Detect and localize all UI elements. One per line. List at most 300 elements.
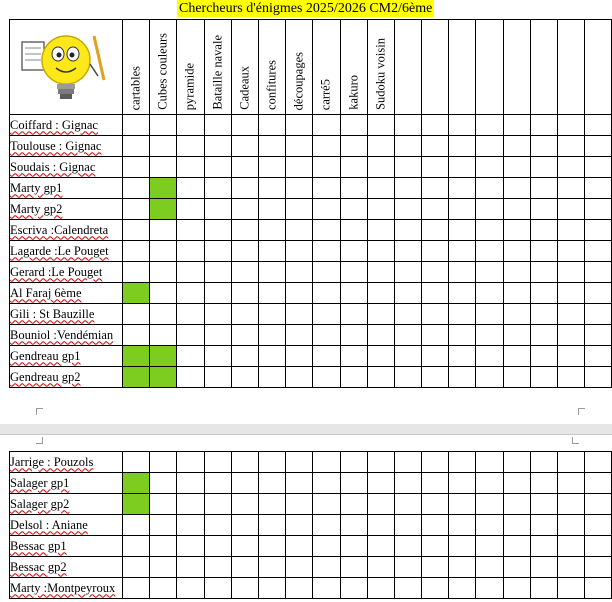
empty-cell[interactable]: [150, 304, 177, 325]
empty-cell[interactable]: [585, 241, 612, 262]
empty-cell[interactable]: [340, 262, 367, 283]
empty-cell[interactable]: [367, 115, 394, 136]
empty-cell[interactable]: [422, 262, 449, 283]
empty-cell[interactable]: [503, 557, 530, 578]
empty-cell[interactable]: [204, 262, 231, 283]
empty-cell[interactable]: [313, 452, 340, 473]
empty-cell[interactable]: [585, 199, 612, 220]
empty-cell[interactable]: [394, 220, 421, 241]
empty-cell[interactable]: [286, 199, 313, 220]
completed-cell[interactable]: [150, 346, 177, 367]
empty-cell[interactable]: [150, 452, 177, 473]
empty-cell[interactable]: [585, 220, 612, 241]
empty-cell[interactable]: [449, 494, 476, 515]
empty-cell[interactable]: [150, 241, 177, 262]
empty-cell[interactable]: [449, 178, 476, 199]
empty-cell[interactable]: [286, 473, 313, 494]
empty-cell[interactable]: [558, 241, 585, 262]
empty-cell[interactable]: [476, 494, 503, 515]
empty-cell[interactable]: [204, 367, 231, 388]
empty-cell[interactable]: [530, 367, 557, 388]
empty-cell[interactable]: [503, 473, 530, 494]
empty-cell[interactable]: [367, 241, 394, 262]
empty-cell[interactable]: [394, 346, 421, 367]
empty-cell[interactable]: [585, 115, 612, 136]
empty-cell[interactable]: [422, 178, 449, 199]
empty-cell[interactable]: [340, 136, 367, 157]
empty-cell[interactable]: [558, 262, 585, 283]
empty-cell[interactable]: [530, 262, 557, 283]
empty-cell[interactable]: [258, 262, 285, 283]
empty-cell[interactable]: [476, 199, 503, 220]
empty-cell[interactable]: [530, 536, 557, 557]
empty-cell[interactable]: [231, 115, 258, 136]
empty-cell[interactable]: [150, 557, 177, 578]
empty-cell[interactable]: [340, 115, 367, 136]
empty-cell[interactable]: [258, 473, 285, 494]
empty-cell[interactable]: [530, 578, 557, 599]
empty-cell[interactable]: [150, 578, 177, 599]
empty-cell[interactable]: [422, 157, 449, 178]
empty-cell[interactable]: [286, 367, 313, 388]
empty-cell[interactable]: [231, 557, 258, 578]
empty-cell[interactable]: [286, 515, 313, 536]
empty-cell[interactable]: [394, 304, 421, 325]
empty-cell[interactable]: [258, 578, 285, 599]
empty-cell[interactable]: [177, 241, 204, 262]
empty-cell[interactable]: [367, 473, 394, 494]
empty-cell[interactable]: [286, 346, 313, 367]
empty-cell[interactable]: [558, 557, 585, 578]
empty-cell[interactable]: [585, 452, 612, 473]
completed-cell[interactable]: [150, 178, 177, 199]
empty-cell[interactable]: [476, 241, 503, 262]
empty-cell[interactable]: [530, 220, 557, 241]
empty-cell[interactable]: [258, 220, 285, 241]
empty-cell[interactable]: [558, 578, 585, 599]
empty-cell[interactable]: [530, 346, 557, 367]
empty-cell[interactable]: [123, 178, 150, 199]
empty-cell[interactable]: [449, 262, 476, 283]
empty-cell[interactable]: [150, 473, 177, 494]
completed-cell[interactable]: [150, 367, 177, 388]
empty-cell[interactable]: [585, 515, 612, 536]
empty-cell[interactable]: [449, 578, 476, 599]
empty-cell[interactable]: [313, 304, 340, 325]
empty-cell[interactable]: [422, 367, 449, 388]
empty-cell[interactable]: [394, 262, 421, 283]
empty-cell[interactable]: [503, 220, 530, 241]
empty-cell[interactable]: [286, 220, 313, 241]
empty-cell[interactable]: [585, 325, 612, 346]
empty-cell[interactable]: [449, 283, 476, 304]
empty-cell[interactable]: [558, 220, 585, 241]
empty-cell[interactable]: [422, 452, 449, 473]
empty-cell[interactable]: [367, 199, 394, 220]
empty-cell[interactable]: [422, 304, 449, 325]
empty-cell[interactable]: [313, 241, 340, 262]
empty-cell[interactable]: [204, 157, 231, 178]
completed-cell[interactable]: [123, 367, 150, 388]
empty-cell[interactable]: [422, 241, 449, 262]
completed-cell[interactable]: [123, 494, 150, 515]
empty-cell[interactable]: [340, 367, 367, 388]
empty-cell[interactable]: [258, 115, 285, 136]
empty-cell[interactable]: [558, 199, 585, 220]
empty-cell[interactable]: [258, 367, 285, 388]
empty-cell[interactable]: [204, 115, 231, 136]
empty-cell[interactable]: [530, 283, 557, 304]
empty-cell[interactable]: [585, 557, 612, 578]
empty-cell[interactable]: [313, 536, 340, 557]
empty-cell[interactable]: [340, 452, 367, 473]
empty-cell[interactable]: [558, 473, 585, 494]
empty-cell[interactable]: [476, 157, 503, 178]
empty-cell[interactable]: [394, 199, 421, 220]
empty-cell[interactable]: [503, 283, 530, 304]
empty-cell[interactable]: [367, 515, 394, 536]
empty-cell[interactable]: [177, 557, 204, 578]
empty-cell[interactable]: [530, 241, 557, 262]
empty-cell[interactable]: [394, 515, 421, 536]
empty-cell[interactable]: [367, 220, 394, 241]
empty-cell[interactable]: [530, 452, 557, 473]
empty-cell[interactable]: [503, 452, 530, 473]
empty-cell[interactable]: [558, 157, 585, 178]
empty-cell[interactable]: [150, 515, 177, 536]
empty-cell[interactable]: [530, 304, 557, 325]
empty-cell[interactable]: [231, 220, 258, 241]
empty-cell[interactable]: [422, 136, 449, 157]
empty-cell[interactable]: [340, 304, 367, 325]
empty-cell[interactable]: [123, 136, 150, 157]
empty-cell[interactable]: [123, 536, 150, 557]
empty-cell[interactable]: [258, 536, 285, 557]
empty-cell[interactable]: [367, 452, 394, 473]
empty-cell[interactable]: [558, 515, 585, 536]
empty-cell[interactable]: [204, 346, 231, 367]
empty-cell[interactable]: [231, 199, 258, 220]
empty-cell[interactable]: [503, 157, 530, 178]
empty-cell[interactable]: [503, 515, 530, 536]
empty-cell[interactable]: [585, 157, 612, 178]
empty-cell[interactable]: [476, 283, 503, 304]
empty-cell[interactable]: [530, 473, 557, 494]
empty-cell[interactable]: [231, 515, 258, 536]
empty-cell[interactable]: [503, 494, 530, 515]
empty-cell[interactable]: [340, 157, 367, 178]
empty-cell[interactable]: [150, 494, 177, 515]
empty-cell[interactable]: [449, 515, 476, 536]
empty-cell[interactable]: [231, 157, 258, 178]
completed-cell[interactable]: [123, 346, 150, 367]
empty-cell[interactable]: [530, 136, 557, 157]
empty-cell[interactable]: [258, 557, 285, 578]
empty-cell[interactable]: [258, 452, 285, 473]
empty-cell[interactable]: [558, 452, 585, 473]
empty-cell[interactable]: [204, 557, 231, 578]
empty-cell[interactable]: [476, 536, 503, 557]
empty-cell[interactable]: [394, 367, 421, 388]
empty-cell[interactable]: [286, 304, 313, 325]
empty-cell[interactable]: [177, 452, 204, 473]
empty-cell[interactable]: [150, 115, 177, 136]
empty-cell[interactable]: [123, 452, 150, 473]
empty-cell[interactable]: [286, 178, 313, 199]
empty-cell[interactable]: [558, 346, 585, 367]
empty-cell[interactable]: [585, 136, 612, 157]
empty-cell[interactable]: [231, 283, 258, 304]
empty-cell[interactable]: [449, 157, 476, 178]
empty-cell[interactable]: [313, 325, 340, 346]
empty-cell[interactable]: [422, 557, 449, 578]
empty-cell[interactable]: [177, 578, 204, 599]
empty-cell[interactable]: [394, 557, 421, 578]
empty-cell[interactable]: [231, 367, 258, 388]
empty-cell[interactable]: [476, 115, 503, 136]
empty-cell[interactable]: [123, 157, 150, 178]
empty-cell[interactable]: [558, 494, 585, 515]
empty-cell[interactable]: [204, 241, 231, 262]
empty-cell[interactable]: [150, 220, 177, 241]
empty-cell[interactable]: [340, 220, 367, 241]
empty-cell[interactable]: [177, 262, 204, 283]
empty-cell[interactable]: [394, 157, 421, 178]
empty-cell[interactable]: [258, 325, 285, 346]
empty-cell[interactable]: [231, 136, 258, 157]
empty-cell[interactable]: [231, 304, 258, 325]
empty-cell[interactable]: [286, 578, 313, 599]
empty-cell[interactable]: [558, 115, 585, 136]
empty-cell[interactable]: [422, 220, 449, 241]
empty-cell[interactable]: [476, 136, 503, 157]
empty-cell[interactable]: [313, 346, 340, 367]
empty-cell[interactable]: [313, 262, 340, 283]
empty-cell[interactable]: [258, 515, 285, 536]
empty-cell[interactable]: [313, 578, 340, 599]
empty-cell[interactable]: [530, 557, 557, 578]
empty-cell[interactable]: [367, 346, 394, 367]
empty-cell[interactable]: [558, 367, 585, 388]
empty-cell[interactable]: [258, 178, 285, 199]
empty-cell[interactable]: [177, 136, 204, 157]
empty-cell[interactable]: [422, 325, 449, 346]
empty-cell[interactable]: [204, 304, 231, 325]
empty-cell[interactable]: [367, 325, 394, 346]
empty-cell[interactable]: [449, 241, 476, 262]
empty-cell[interactable]: [367, 304, 394, 325]
empty-cell[interactable]: [367, 557, 394, 578]
empty-cell[interactable]: [231, 262, 258, 283]
empty-cell[interactable]: [204, 452, 231, 473]
empty-cell[interactable]: [449, 367, 476, 388]
empty-cell[interactable]: [286, 115, 313, 136]
empty-cell[interactable]: [204, 515, 231, 536]
empty-cell[interactable]: [503, 578, 530, 599]
empty-cell[interactable]: [123, 241, 150, 262]
empty-cell[interactable]: [585, 473, 612, 494]
empty-cell[interactable]: [150, 283, 177, 304]
empty-cell[interactable]: [286, 557, 313, 578]
empty-cell[interactable]: [476, 452, 503, 473]
empty-cell[interactable]: [585, 494, 612, 515]
empty-cell[interactable]: [449, 557, 476, 578]
empty-cell[interactable]: [503, 115, 530, 136]
empty-cell[interactable]: [367, 262, 394, 283]
empty-cell[interactable]: [503, 325, 530, 346]
empty-cell[interactable]: [422, 536, 449, 557]
empty-cell[interactable]: [422, 346, 449, 367]
empty-cell[interactable]: [449, 304, 476, 325]
empty-cell[interactable]: [286, 157, 313, 178]
empty-cell[interactable]: [476, 515, 503, 536]
empty-cell[interactable]: [258, 136, 285, 157]
empty-cell[interactable]: [313, 283, 340, 304]
empty-cell[interactable]: [503, 346, 530, 367]
empty-cell[interactable]: [150, 262, 177, 283]
empty-cell[interactable]: [585, 178, 612, 199]
empty-cell[interactable]: [476, 178, 503, 199]
empty-cell[interactable]: [394, 115, 421, 136]
empty-cell[interactable]: [177, 473, 204, 494]
empty-cell[interactable]: [530, 157, 557, 178]
empty-cell[interactable]: [394, 473, 421, 494]
empty-cell[interactable]: [340, 283, 367, 304]
empty-cell[interactable]: [585, 536, 612, 557]
empty-cell[interactable]: [258, 494, 285, 515]
empty-cell[interactable]: [367, 494, 394, 515]
empty-cell[interactable]: [394, 178, 421, 199]
empty-cell[interactable]: [204, 178, 231, 199]
empty-cell[interactable]: [231, 494, 258, 515]
empty-cell[interactable]: [340, 494, 367, 515]
empty-cell[interactable]: [476, 346, 503, 367]
empty-cell[interactable]: [449, 536, 476, 557]
empty-cell[interactable]: [231, 325, 258, 346]
completed-cell[interactable]: [150, 199, 177, 220]
empty-cell[interactable]: [367, 578, 394, 599]
empty-cell[interactable]: [394, 494, 421, 515]
empty-cell[interactable]: [204, 578, 231, 599]
empty-cell[interactable]: [258, 346, 285, 367]
empty-cell[interactable]: [258, 157, 285, 178]
empty-cell[interactable]: [340, 557, 367, 578]
empty-cell[interactable]: [340, 199, 367, 220]
empty-cell[interactable]: [394, 578, 421, 599]
empty-cell[interactable]: [394, 536, 421, 557]
empty-cell[interactable]: [530, 515, 557, 536]
empty-cell[interactable]: [231, 241, 258, 262]
empty-cell[interactable]: [449, 220, 476, 241]
empty-cell[interactable]: [340, 473, 367, 494]
empty-cell[interactable]: [340, 578, 367, 599]
empty-cell[interactable]: [286, 494, 313, 515]
empty-cell[interactable]: [204, 325, 231, 346]
empty-cell[interactable]: [394, 241, 421, 262]
empty-cell[interactable]: [286, 283, 313, 304]
empty-cell[interactable]: [394, 283, 421, 304]
empty-cell[interactable]: [150, 536, 177, 557]
empty-cell[interactable]: [177, 199, 204, 220]
empty-cell[interactable]: [340, 325, 367, 346]
completed-cell[interactable]: [123, 473, 150, 494]
empty-cell[interactable]: [123, 220, 150, 241]
empty-cell[interactable]: [476, 473, 503, 494]
empty-cell[interactable]: [286, 262, 313, 283]
empty-cell[interactable]: [177, 115, 204, 136]
empty-cell[interactable]: [150, 157, 177, 178]
empty-cell[interactable]: [422, 494, 449, 515]
empty-cell[interactable]: [177, 325, 204, 346]
empty-cell[interactable]: [476, 367, 503, 388]
empty-cell[interactable]: [177, 157, 204, 178]
empty-cell[interactable]: [394, 136, 421, 157]
empty-cell[interactable]: [558, 304, 585, 325]
empty-cell[interactable]: [503, 178, 530, 199]
empty-cell[interactable]: [530, 178, 557, 199]
empty-cell[interactable]: [585, 346, 612, 367]
empty-cell[interactable]: [367, 178, 394, 199]
empty-cell[interactable]: [449, 325, 476, 346]
empty-cell[interactable]: [558, 325, 585, 346]
empty-cell[interactable]: [177, 536, 204, 557]
empty-cell[interactable]: [258, 283, 285, 304]
empty-cell[interactable]: [449, 115, 476, 136]
empty-cell[interactable]: [476, 262, 503, 283]
empty-cell[interactable]: [476, 557, 503, 578]
empty-cell[interactable]: [503, 241, 530, 262]
empty-cell[interactable]: [177, 494, 204, 515]
empty-cell[interactable]: [530, 115, 557, 136]
empty-cell[interactable]: [313, 220, 340, 241]
empty-cell[interactable]: [367, 136, 394, 157]
empty-cell[interactable]: [503, 536, 530, 557]
empty-cell[interactable]: [177, 304, 204, 325]
empty-cell[interactable]: [422, 283, 449, 304]
empty-cell[interactable]: [476, 304, 503, 325]
empty-cell[interactable]: [422, 578, 449, 599]
empty-cell[interactable]: [258, 241, 285, 262]
empty-cell[interactable]: [258, 199, 285, 220]
empty-cell[interactable]: [503, 136, 530, 157]
empty-cell[interactable]: [422, 199, 449, 220]
empty-cell[interactable]: [204, 136, 231, 157]
empty-cell[interactable]: [340, 515, 367, 536]
empty-cell[interactable]: [313, 199, 340, 220]
completed-cell[interactable]: [123, 283, 150, 304]
empty-cell[interactable]: [367, 283, 394, 304]
empty-cell[interactable]: [422, 515, 449, 536]
empty-cell[interactable]: [367, 157, 394, 178]
empty-cell[interactable]: [258, 304, 285, 325]
empty-cell[interactable]: [177, 178, 204, 199]
empty-cell[interactable]: [449, 473, 476, 494]
empty-cell[interactable]: [340, 346, 367, 367]
empty-cell[interactable]: [204, 473, 231, 494]
empty-cell[interactable]: [123, 199, 150, 220]
empty-cell[interactable]: [585, 367, 612, 388]
empty-cell[interactable]: [177, 220, 204, 241]
empty-cell[interactable]: [313, 515, 340, 536]
empty-cell[interactable]: [313, 557, 340, 578]
empty-cell[interactable]: [231, 578, 258, 599]
empty-cell[interactable]: [150, 136, 177, 157]
empty-cell[interactable]: [476, 220, 503, 241]
empty-cell[interactable]: [585, 262, 612, 283]
empty-cell[interactable]: [150, 325, 177, 346]
empty-cell[interactable]: [558, 283, 585, 304]
empty-cell[interactable]: [503, 199, 530, 220]
